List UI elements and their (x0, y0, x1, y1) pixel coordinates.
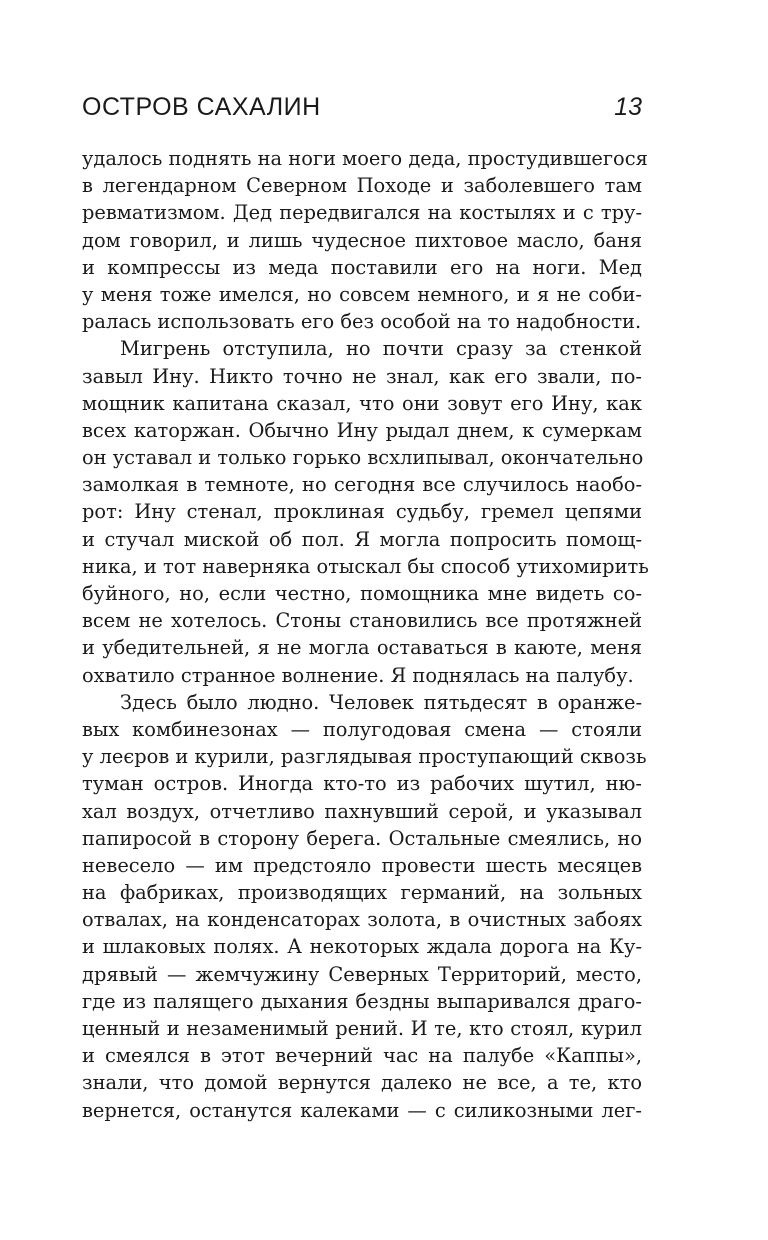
paragraph-first-line: Мигрень отступила, но почти сразу за стенкой (120, 337, 642, 361)
text-line: дом говорил, и лишь чудесное пихтовое масло, баня (82, 228, 642, 252)
text-line: отвалах, на конденсаторах золота, в очистных забоях (82, 908, 642, 932)
text-line: всех каторжан. Обычно Ину рыдал днем, к сумеркам (82, 418, 642, 442)
text-line: буйного, но, если честно, помощника мне видеть со- (82, 582, 642, 605)
text-line: вых комбинезонах — полугодовая смена — стояли (82, 717, 642, 741)
text-line: в легендарном Северном Походе и заболевшего там (82, 174, 642, 198)
text-line: он уставал и только горько всхлипывал, окончательно (82, 446, 644, 470)
text-line: замолкая в темноте, но сегодня все случилось наобо- (82, 473, 642, 497)
page-number: 13 (614, 93, 642, 121)
text-line: где из палящего дыхания бездны выпаривался драго- (82, 989, 642, 1013)
text-line: папиросой в сторону берега. Остальные смеялись, но (82, 826, 642, 850)
text-line: удалось поднять на ноги моего деда, простудившегося (82, 147, 648, 170)
text-line: у меня тоже имелся, но совсем немного, и я не соби- (82, 282, 642, 306)
text-line: и шлаковых полях. А некоторых ждала дорога на Ку- (82, 935, 642, 959)
text-line: дрявый — жемчужину Северных Территорий, место, (82, 962, 642, 986)
text-line: туман остров. Иногда кто-то из рабочих шутил, ню- (82, 772, 642, 796)
text-line: ралась использовать его без особой на то надобности. (82, 310, 642, 334)
body-text (82, 145, 649, 1124)
text-line: невесело — им предстояло провести шесть месяцев (82, 853, 642, 877)
text-line: рот: Ину стенал, проклиная судьбу, гремел цепями (82, 500, 642, 524)
text-line: и компрессы из меда поставили его на ноги. Мед (82, 255, 642, 279)
text-line: всем не хотелось. Стоны становились все протяжней (82, 609, 642, 633)
text-line: охватило странное волнение. Я поднялась на палубу. (82, 663, 634, 687)
text-line: ника, и тот наверняка отыскал бы способ утихомирить (82, 554, 649, 578)
text-line: ценный и незаменимый рений. И те, кто стоял, курил (82, 1017, 642, 1040)
text-line: и убедительней, я не могла оставаться в каюте, меня (82, 636, 642, 660)
running-head (82, 92, 642, 126)
text-line: ревматизмом. Дед передвигался на костылях и с тру- (82, 201, 642, 225)
book-title: ОСТРОВ САХАЛИН (82, 93, 321, 121)
text-line: вернется, останутся калеками — с силикозными лег- (82, 1098, 642, 1122)
text-line: мощник капитана сказал, что они зовут его Ину, как (82, 391, 642, 415)
text-line: на фабриках, производящих германий, на зольных (82, 881, 642, 905)
text-line: завыл Ину. Никто точно не знал, как его звали, по- (82, 364, 642, 388)
text-line: и стучал миской об пол. Я могла попросить помощ- (82, 527, 642, 551)
text-line: у леєров и курили, разглядывая проступающий сквозь (82, 745, 647, 769)
text-line: хал воздух, отчетливо пахнувший серой, и указывал (82, 799, 642, 823)
text-line: и смеялся в этот вечерний час на палубе «Каппы», (82, 1044, 642, 1068)
paragraph-first-line: Здесь было людно. Человек пятьдесят в оранже- (120, 690, 642, 714)
text-line: знали, что домой вернутся далеко не все, а те, кто (82, 1071, 642, 1095)
